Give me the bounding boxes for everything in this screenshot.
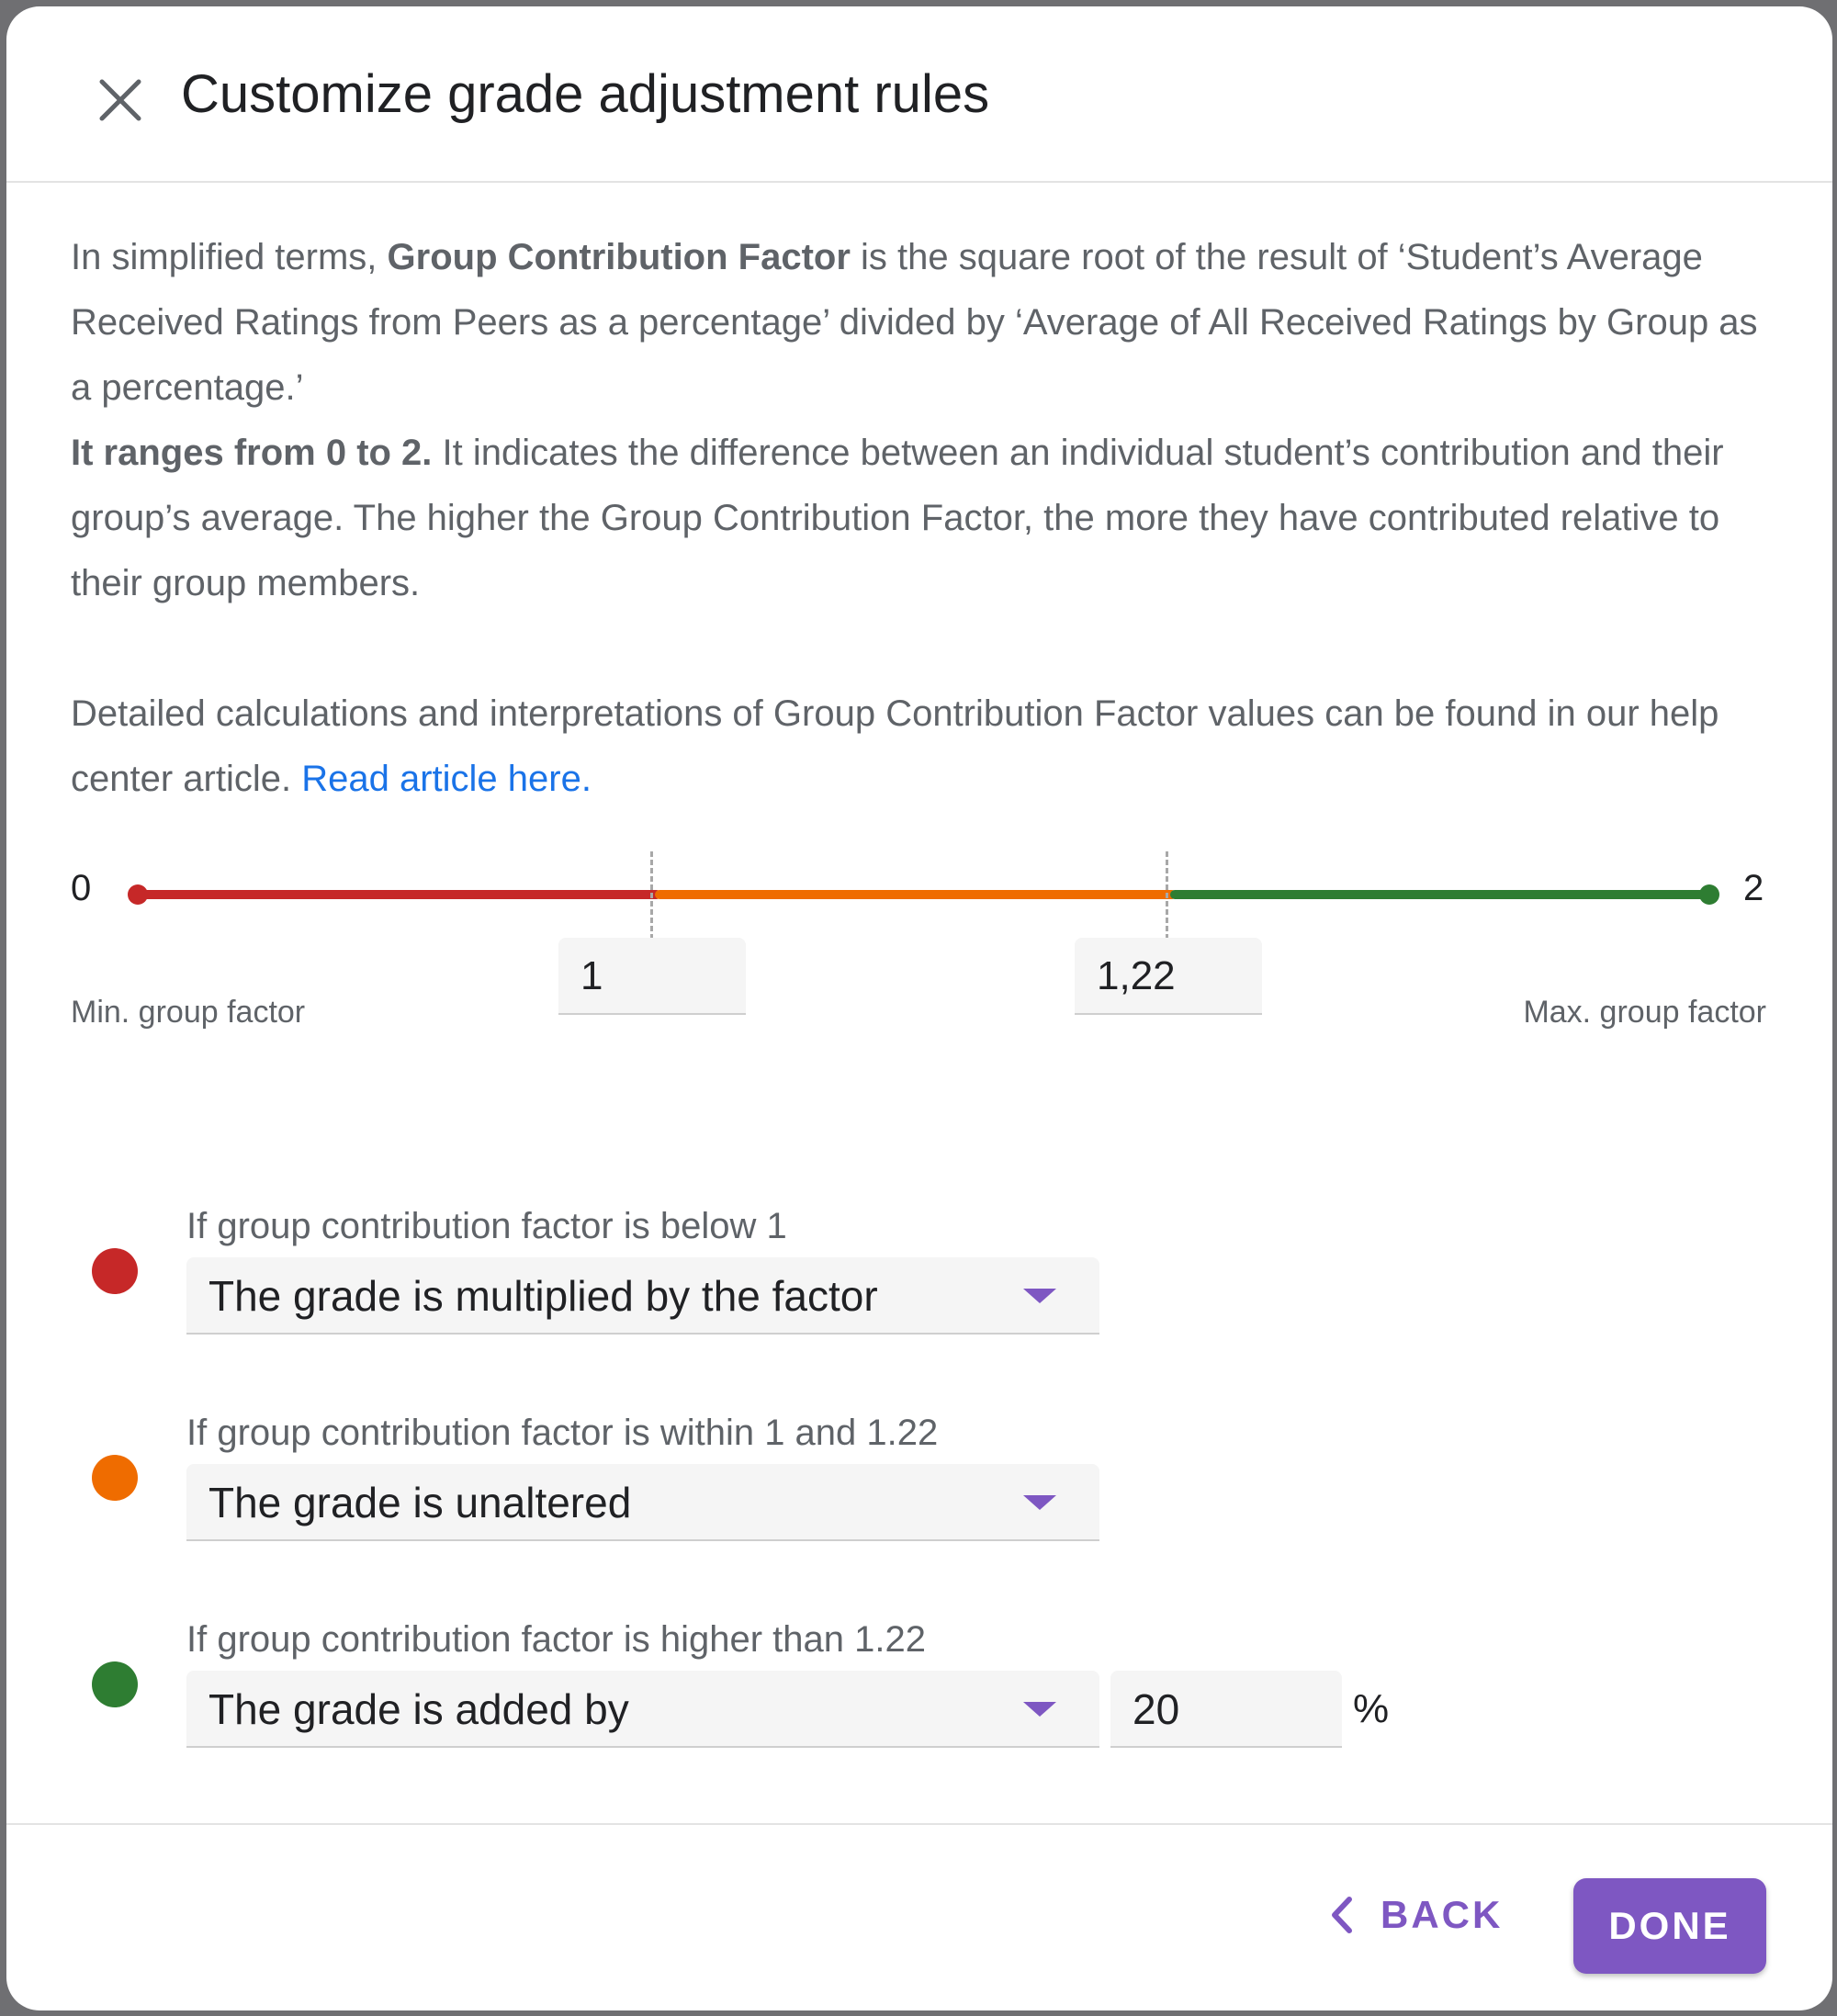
intro-p2-rest: It indicates the difference between an individual student’s contribution and their group’s average. The higher the Group Contribution Factor, the more they have contributed relative to their group members.: [71, 433, 1724, 603]
lower-threshold-marker[interactable]: [650, 851, 653, 940]
rule-below: [6, 1206, 1832, 1353]
rule-action-select[interactable]: [186, 1257, 1099, 1335]
done-button[interactable]: DONE: [1573, 1878, 1766, 1974]
back-button-label: BACK: [1381, 1893, 1504, 1936]
min-group-factor-caption: Min. group factor: [71, 995, 306, 1030]
intro-text: [71, 225, 1770, 812]
dropdown-arrow-icon: [1023, 1495, 1056, 1510]
read-article-link[interactable]: Read article here.: [301, 759, 592, 799]
intro-p2-bold: It ranges from 0 to 2.: [71, 433, 433, 473]
slider-min-label: 0: [71, 868, 92, 908]
rule-condition-label: If group contribution factor is within 1 and 1.22: [186, 1413, 939, 1453]
upper-threshold-input[interactable]: 1,22: [1075, 938, 1262, 1015]
rule-within: [6, 1413, 1832, 1560]
intro-paragraph-2: [71, 421, 1770, 616]
dropdown-arrow-icon: [1023, 1289, 1056, 1303]
dialog-title: Customize grade adjustment rules: [181, 64, 990, 124]
intro-p1-prefix: In simplified terms,: [71, 237, 388, 277]
intro-p3-text: Detailed calculations and interpretations of Group Contribution Factor values can be found in our help center article.: [71, 693, 1719, 799]
intro-p1-bold: Group Contribution Factor: [387, 237, 851, 277]
upper-threshold-marker[interactable]: [1166, 851, 1168, 940]
rule-action-value: The grade is unaltered: [208, 1479, 632, 1526]
percentage-input[interactable]: 20: [1110, 1671, 1342, 1748]
rule-action-select[interactable]: [186, 1464, 1099, 1541]
intro-p1-rest: is the square root of the result of ‘Student’s Average Received Ratings from Peers as a percentage’ divided by ‘Average of All Received Ratings by Group as a percentage.’: [71, 237, 1758, 408]
factor-range-slider: [6, 833, 1832, 1053]
track-start-dot: [128, 884, 148, 905]
dialog-header: [6, 6, 1832, 183]
close-icon: [98, 78, 142, 122]
dialog: [6, 6, 1832, 2010]
lower-threshold-input[interactable]: 1: [558, 938, 746, 1015]
percent-sign: %: [1353, 1686, 1390, 1731]
chevron-left-icon: [1329, 1896, 1355, 1934]
intro-paragraph-3: [71, 681, 1770, 812]
green-indicator-dot: [92, 1661, 138, 1707]
dropdown-arrow-icon: [1023, 1702, 1056, 1717]
track-mid-segment: [655, 890, 1177, 899]
rule-action-value: The grade is added by: [208, 1685, 629, 1733]
track-high-segment: [1170, 890, 1712, 899]
red-indicator-dot: [92, 1248, 138, 1294]
intro-paragraph-1: [71, 225, 1770, 421]
rule-above: [6, 1619, 1832, 1766]
track-end-dot: [1699, 884, 1719, 905]
orange-indicator-dot: [92, 1455, 138, 1501]
rule-condition-label: If group contribution factor is higher than 1.22: [186, 1619, 926, 1660]
rule-condition-label: If group contribution factor is below 1: [186, 1206, 787, 1246]
max-group-factor-caption: Max. group factor: [1523, 995, 1766, 1030]
rule-action-select[interactable]: [186, 1671, 1099, 1748]
slider-max-label: 2: [1743, 868, 1764, 908]
dialog-footer: [6, 1823, 1832, 2010]
close-button[interactable]: [89, 69, 152, 131]
back-button[interactable]: [1329, 1869, 1540, 1961]
track-low-segment: [138, 890, 661, 899]
rule-action-value: The grade is multiplied by the factor: [208, 1272, 878, 1320]
